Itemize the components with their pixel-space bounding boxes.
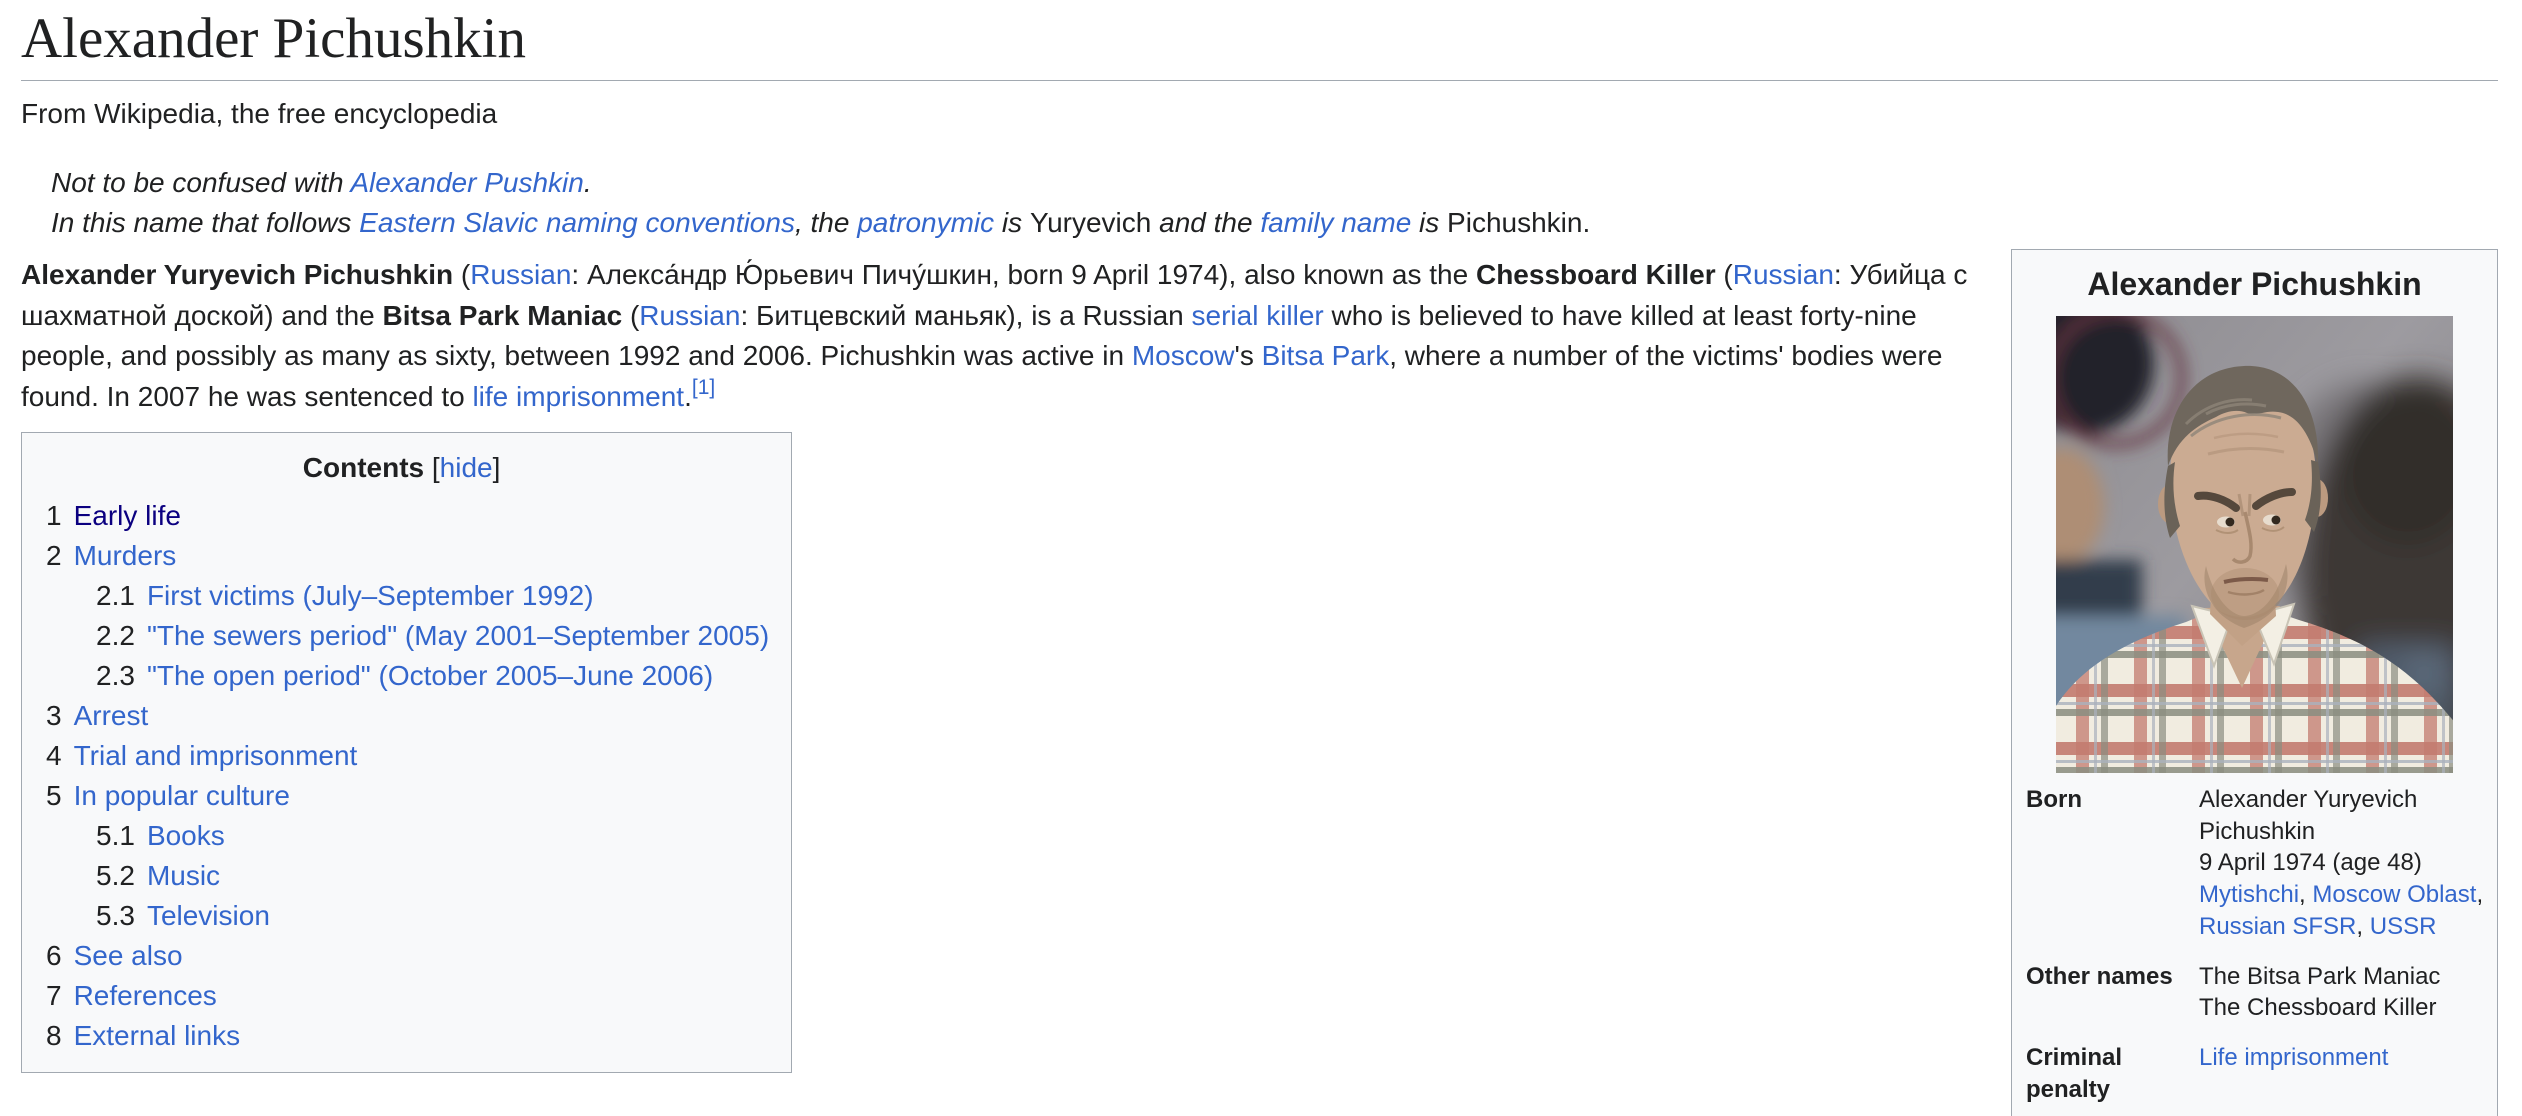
toc-number: 4 (46, 739, 62, 771)
toc-item-in-popular-culture[interactable]: In popular culture (73, 779, 290, 811)
text-segment: , where a number of the victims' bodies were found. In 2007 he was sentenced to (21, 340, 1943, 412)
toc-list (34, 496, 769, 1056)
link-russian-language-1[interactable]: Russian (470, 259, 572, 291)
toc-row (34, 576, 769, 616)
toc-number: 2.2 (96, 619, 135, 651)
text-segment: Alexander Yuryevich Pichushkin (2199, 786, 2418, 845)
text-segment: ( (622, 299, 640, 331)
toc-row (34, 936, 769, 976)
toc-row (34, 736, 769, 776)
toc-toggle: [hide] (431, 451, 501, 483)
toc-item-open-period[interactable]: "The open period" (October 2005–June 2006) (146, 659, 714, 691)
ref-1[interactable]: [1] (691, 376, 716, 400)
infobox-label: Born (2026, 786, 2082, 814)
link-life-imprisonment[interactable]: life imprisonment (472, 380, 685, 412)
toc-row (34, 776, 769, 816)
toc-item-music[interactable]: Music (146, 859, 221, 891)
text-segment: , the (794, 207, 858, 239)
alias-bitsa-park-maniac: Bitsa Park Maniac (382, 299, 623, 331)
toc-item-arrest[interactable]: Arrest (73, 699, 149, 731)
toc-row (34, 856, 769, 896)
toc-heading: Contents (302, 451, 425, 483)
infobox-value-line (2199, 784, 2489, 847)
page-title: Alexander Pichushkin (21, 2, 2498, 81)
link-russian-language-3[interactable]: Russian (639, 299, 741, 331)
text-segment: The Chessboard Killer (2199, 994, 2437, 1022)
text-segment: who is believed to have killed at least forty-nine people, and possibly as many as sixty, between 1992 and 2006. Pichushkin was active in (21, 299, 1917, 372)
hatnote-naming-convention (21, 203, 2498, 243)
toc-item-trial-and-imprisonment[interactable]: Trial and imprisonment (73, 739, 358, 771)
toc-number: 5.2 (96, 859, 135, 891)
toc-row (34, 616, 769, 656)
hatnote-confusion (21, 163, 2498, 203)
text-segment: and the (1151, 207, 1261, 239)
link-russian-language-2[interactable]: Russian (1732, 259, 1834, 291)
reference-superscript[interactable] (692, 376, 715, 399)
infobox-value-line (2199, 961, 2489, 993)
link-bitsa-park[interactable]: Bitsa Park (1261, 340, 1390, 372)
infobox-value (2199, 961, 2489, 1024)
infobox-value-line (2199, 879, 2489, 942)
link-moscow-oblast[interactable]: Moscow Oblast (2312, 881, 2477, 909)
toc-item-murders[interactable]: Murders (73, 539, 177, 571)
infobox (2011, 249, 2498, 1116)
hatnotes (21, 163, 2498, 243)
infobox-value-line (2199, 847, 2489, 879)
toc-number: 5 (46, 779, 62, 811)
text-segment: 's (1234, 340, 1262, 372)
text-segment: is (1411, 207, 1448, 239)
toc-number: 5.3 (96, 899, 135, 931)
text-segment: : Битцевский маньяк), is a Russian (740, 299, 1192, 331)
toc-row (34, 496, 769, 536)
infobox-value (2199, 1042, 2489, 1074)
link-serial-killer[interactable]: serial killer (1191, 299, 1324, 331)
toc-title (34, 448, 769, 488)
infobox-value (2199, 784, 2489, 942)
text-segment: : Убийца с шахматной доской) and the (21, 259, 1968, 331)
alias-chessboard-killer: Chessboard Killer (1475, 259, 1716, 291)
infobox-rows (2018, 775, 2491, 1114)
text-segment: The Bitsa Park Maniac (2199, 962, 2441, 990)
link-alexander-pushkin[interactable]: Alexander Pushkin (350, 167, 584, 199)
toc-item-first-victims[interactable]: First victims (July–September 1992) (146, 579, 594, 611)
link-eastern-slavic-naming-conventions[interactable]: Eastern Slavic naming conventions (359, 207, 795, 239)
text-segment: : Алекса́ндр Ю́рьевич Пичу́шкин, born 9 April 1974), also known as the (571, 259, 1476, 291)
infobox-row-criminal-penalty (2018, 1033, 2491, 1114)
text-segment: Not to be confused with (51, 167, 351, 199)
toc-item-books[interactable]: Books (146, 819, 225, 851)
text-segment: , (2356, 912, 2370, 940)
toc-number: 5.1 (96, 819, 135, 851)
text-segment: , (2299, 881, 2313, 909)
link-ussr[interactable]: USSR (2369, 912, 2437, 940)
toc-number: 7 (46, 979, 62, 1011)
link-life-imprisonment-infobox[interactable]: Life imprisonment (2199, 1043, 2389, 1071)
text-segment: is (994, 207, 1030, 239)
infobox-value-line (2199, 1042, 2489, 1074)
infobox-row-born (2018, 775, 2491, 951)
text-segment: In this name that follows (51, 207, 360, 239)
text-segment: . (684, 380, 692, 412)
text-segment: . (583, 167, 592, 199)
subject-name: Alexander Yuryevich Pichushkin (21, 259, 454, 291)
portrait-photo[interactable] (2018, 316, 2491, 773)
patronymic-name: Yuryevich (1029, 207, 1152, 239)
toc-row (34, 696, 769, 736)
toc-row (34, 816, 769, 856)
table-of-contents (21, 432, 792, 1073)
toc-number: 2.1 (96, 579, 135, 611)
infobox-label: Criminal penalty (2026, 1043, 2123, 1103)
link-russian-sfsr[interactable]: Russian SFSR (2199, 912, 2357, 940)
infobox-title: Alexander Pichushkin (2087, 266, 2422, 303)
link-mytishchi[interactable]: Mytishchi (2199, 881, 2300, 909)
toc-number: 2 (46, 539, 62, 571)
link-patronymic[interactable]: patronymic (857, 207, 995, 239)
text-segment: ( (1715, 259, 1733, 291)
infobox-label: Other names (2026, 962, 2173, 990)
toc-item-early-life[interactable]: Early life (73, 499, 181, 531)
text-segment: 9 April 1974 (age 48) (2199, 849, 2422, 877)
toc-row (34, 896, 769, 936)
family-name: Pichushkin. (1447, 207, 1591, 239)
toc-item-see-also[interactable]: See also (73, 939, 183, 971)
link-moscow[interactable]: Moscow (1131, 340, 1235, 372)
toc-row (34, 976, 769, 1016)
infobox-value-line (2199, 992, 2489, 1024)
link-family-name[interactable]: family name (1260, 207, 1412, 239)
toc-hide-link[interactable]: hide (439, 451, 493, 483)
toc-item-sewers-period[interactable]: "The sewers period" (May 2001–September 2005) (146, 619, 770, 651)
toc-row (34, 536, 769, 576)
toc-number: 6 (46, 939, 62, 971)
toc-item-references[interactable]: References (73, 979, 217, 1011)
portrait-photo-image[interactable] (2056, 316, 2453, 773)
toc-row (34, 1016, 769, 1056)
toc-number: 1 (46, 499, 62, 531)
infobox-row-other-names (2018, 952, 2491, 1033)
toc-item-television[interactable]: Television (146, 899, 270, 931)
site-tagline: From Wikipedia, the free encyclopedia (21, 97, 498, 129)
toc-number: 2.3 (96, 659, 135, 691)
text-segment: ( (453, 259, 471, 291)
text-segment: , (2476, 881, 2484, 909)
toc-item-external-links[interactable]: External links (73, 1019, 241, 1051)
toc-number: 3 (46, 699, 62, 731)
toc-row (34, 656, 769, 696)
toc-number: 8 (46, 1019, 62, 1051)
